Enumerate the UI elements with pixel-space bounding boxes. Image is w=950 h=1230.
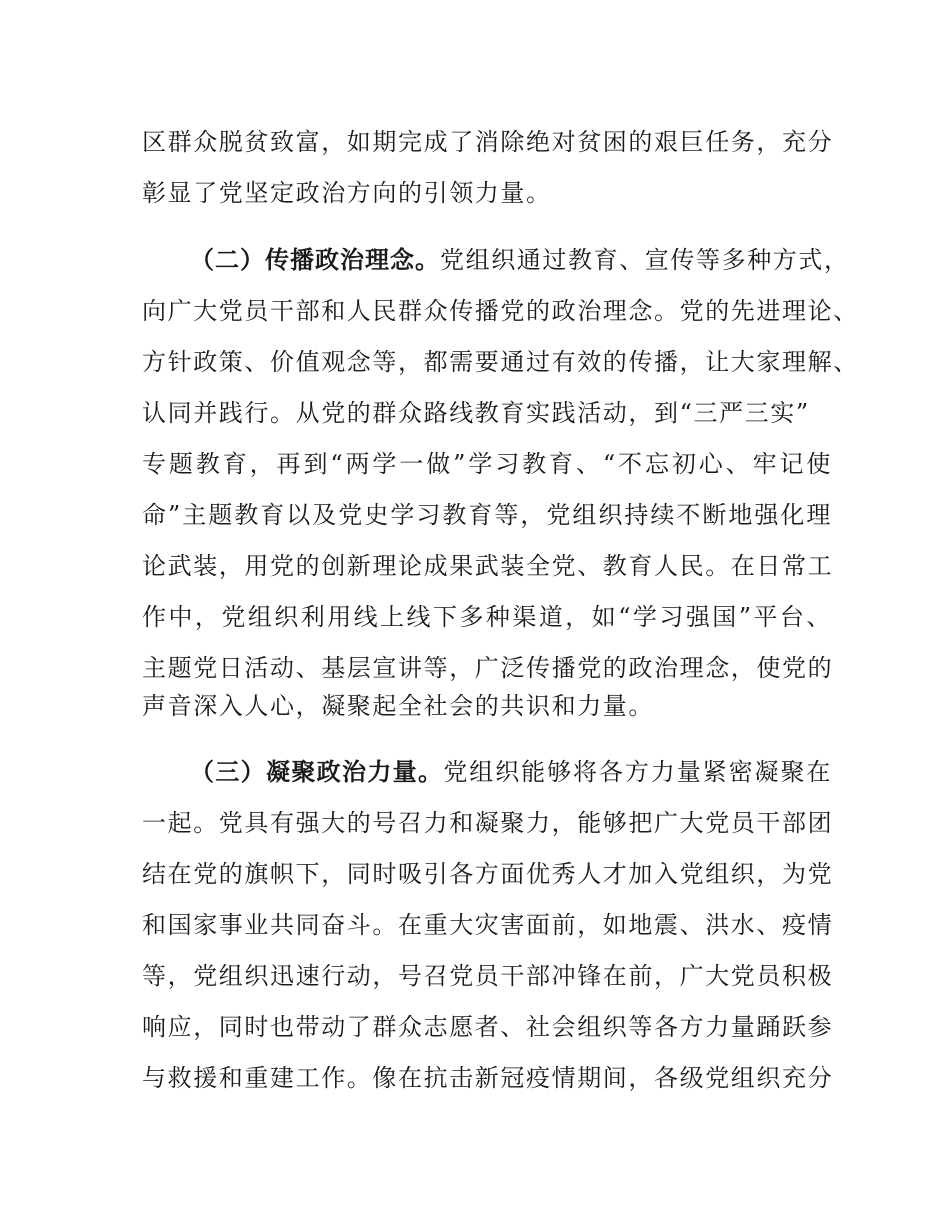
paragraph-2-line: 论武装，用党的创新理论成果武装全党、教育人民。在日常工 [142, 552, 834, 580]
paragraph-3-line: 与救援和重建工作。像在抗击新冠疫情期间，各级党组织充分 [142, 1064, 834, 1092]
paragraph-3-line: 和国家事业共同奋斗。在重大灾害面前，如地震、洪水、疫情 [142, 911, 834, 939]
paragraph-1-line-1: 区群众脱贫致富，如期完成了消除绝对贫困的艰巨任务，充分 [142, 128, 834, 156]
paragraph-1-line-2: 彰显了党坚定政治方向的引领力量。 [142, 179, 552, 207]
paragraph-3-line: 一起。党具有强大的号召力和凝聚力，能够把广大党员干部团 [142, 809, 834, 837]
paragraph-3-first-line-text: 党组织能够将各方力量紧密凝聚在 [443, 758, 833, 786]
paragraph-2-line: 认同并践行。从党的群众路线教育实践活动，到“三严三实” [142, 399, 810, 427]
paragraph-2-line: 主题党日活动、基层宣讲等，广泛传播党的政治理念，使党的 [142, 654, 834, 682]
paragraph-2-line: 方针政策、价值观念等，都需要通过有效的传播，让大家理解、 [142, 348, 859, 376]
paragraph-3-line: 结在党的旗帜下，同时吸引各方面优秀人才加入党组织，为党 [142, 860, 834, 888]
paragraph-2-line: 命”主题教育以及党史学习教育等，党组织持续不断地强化理 [142, 501, 832, 529]
paragraph-3-heading: （三）凝聚政治力量。 [190, 758, 444, 786]
paragraph-2-first-line-text: 党组织通过教育、宣传等多种方式， [440, 246, 850, 274]
paragraph-2-line: 向广大党员干部和人民群众传播党的政治理念。党的先进理论、 [142, 297, 859, 325]
paragraph-2-first-line [190, 240, 850, 280]
paragraph-2-line: 专题教育，再到“两学一做”学习教育、“不忘初心、牢记使 [142, 450, 832, 478]
paragraph-2-line: 作中，党组织利用线上线下多种渠道，如“学习强国”平台、 [142, 603, 832, 631]
paragraph-3-line: 响应，同时也带动了群众志愿者、社会组织等各方力量踊跃参 [142, 1013, 834, 1041]
paragraph-2-line: 声音深入人心，凝聚起全社会的共识和力量。 [142, 692, 654, 720]
paragraph-2-heading: （二）传播政治理念。 [190, 246, 440, 274]
paragraph-3-first-line [190, 752, 832, 792]
paragraph-3-line: 等，党组织迅速行动，号召党员干部冲锋在前，广大党员积极 [142, 962, 834, 990]
